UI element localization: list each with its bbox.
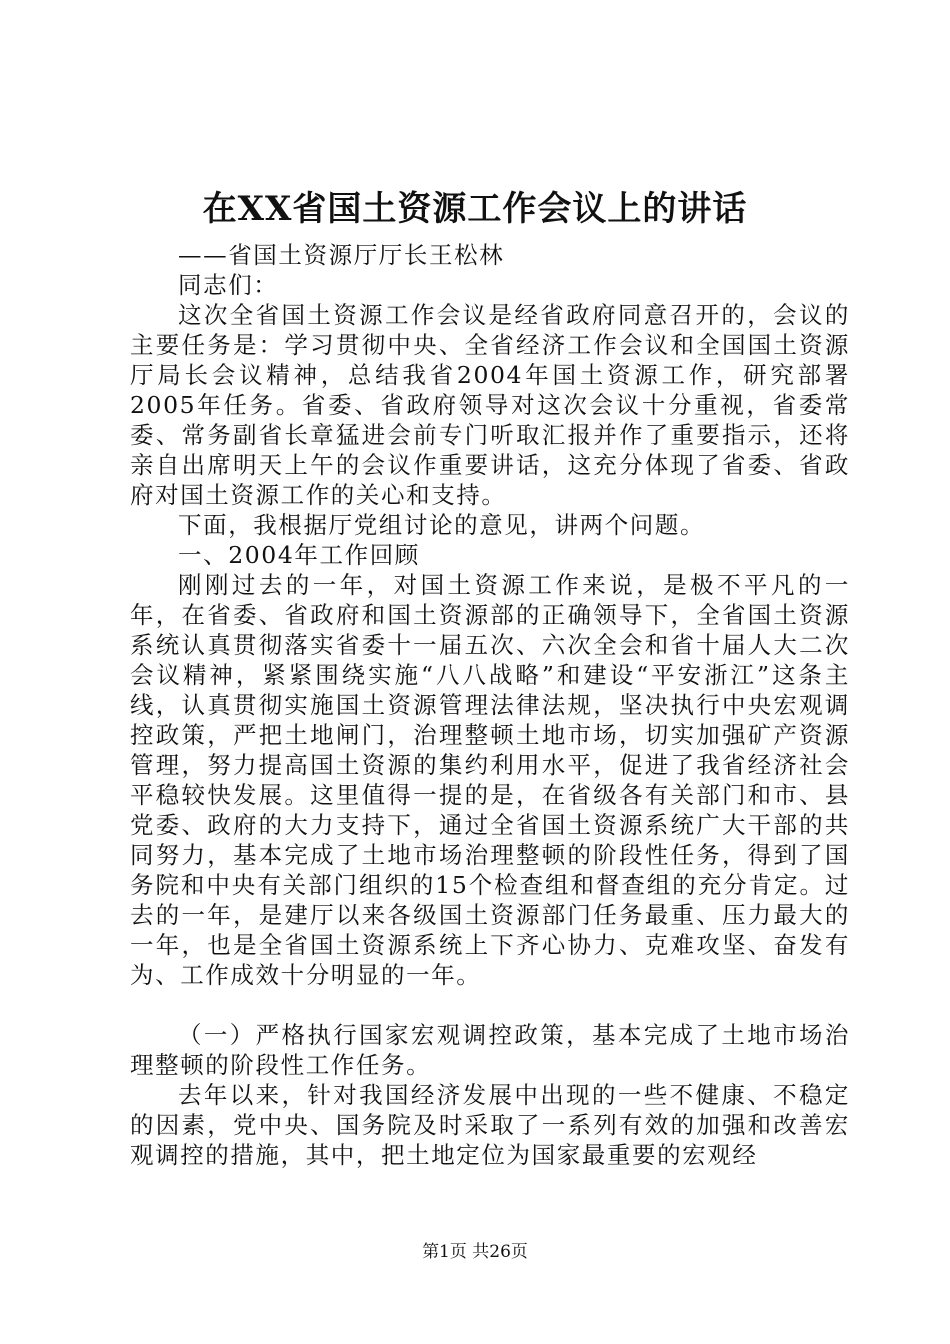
- author-line: ——省国土资源厅厅长王松林: [178, 241, 505, 269]
- section-heading-1: 一、2004年工作回顾: [178, 541, 420, 569]
- page-number: 第1页 共26页: [422, 1242, 528, 1262]
- document-body: [130, 240, 850, 1170]
- document-title: 在XX省国土资源工作会议上的讲话: [202, 189, 748, 229]
- subsection-heading-1: （一）严格执行国家宏观调控政策，基本完成了土地市场治理整顿的阶段性工作任务。: [130, 1021, 850, 1079]
- salutation: 同志们：: [178, 271, 279, 299]
- paragraph-intro: 这次全省国土资源工作会议是经省政府同意召开的，会议的主要任务是：学习贯彻中央、全省经济工作会议和全国国土资源厅局长会议精神，总结我省2004年国土资源工作，研究部署2005年任务。省委、省政府领导对这次会议十分重视，省委常委、常务副省长章猛进会前专门听取汇报并作了重要指示，还将亲自出席明天上午的会议作重要讲话，这充分体现了省委、省政府对国土资源工作的关心和支持。: [130, 301, 850, 509]
- paragraph-outline: 下面，我根据厅党组讨论的意见，讲两个问题。: [178, 511, 706, 539]
- paragraph-review: 刚刚过去的一年，对国土资源工作来说，是极不平凡的一年，在省委、省政府和国土资源部的正确领导下，全省国土资源系统认真贯彻落实省委十一届五次、六次全会和省十届人大二次会议精神，紧紧围绕实施“八八战略”和建设“平安浙江”这条主线，认真贯彻实施国土资源管理法律法规，坚决执行中央宏观调控政策，严把土地闸门，治理整顿土地市场，切实加强矿产资源管理，努力提高国土资源的集约利用水平，促进了我省经济社会平稳较快发展。这里值得一提的是，在省级各有关部门和市、县党委、政府的大力支持下，通过全省国土资源系统广大干部的共同努力，基本完成了土地市场治理整顿的阶段性任务，得到了国务院和中央有关部门组织的15个检查组和督查组的充分肯定。过去的一年，是建厅以来各级国土资源部门任务最重、压力最大的一年，也是全省国土资源系统上下齐心协力、克难攻坚、奋发有为、工作成效十分明显的一年。: [130, 571, 850, 989]
- paragraph-macro-control: 去年以来，针对我国经济发展中出现的一些不健康、不稳定的因素，党中央、国务院及时采取了一系列有效的加强和改善宏观调控的措施，其中，把土地定位为国家最重要的宏观经: [130, 1081, 850, 1169]
